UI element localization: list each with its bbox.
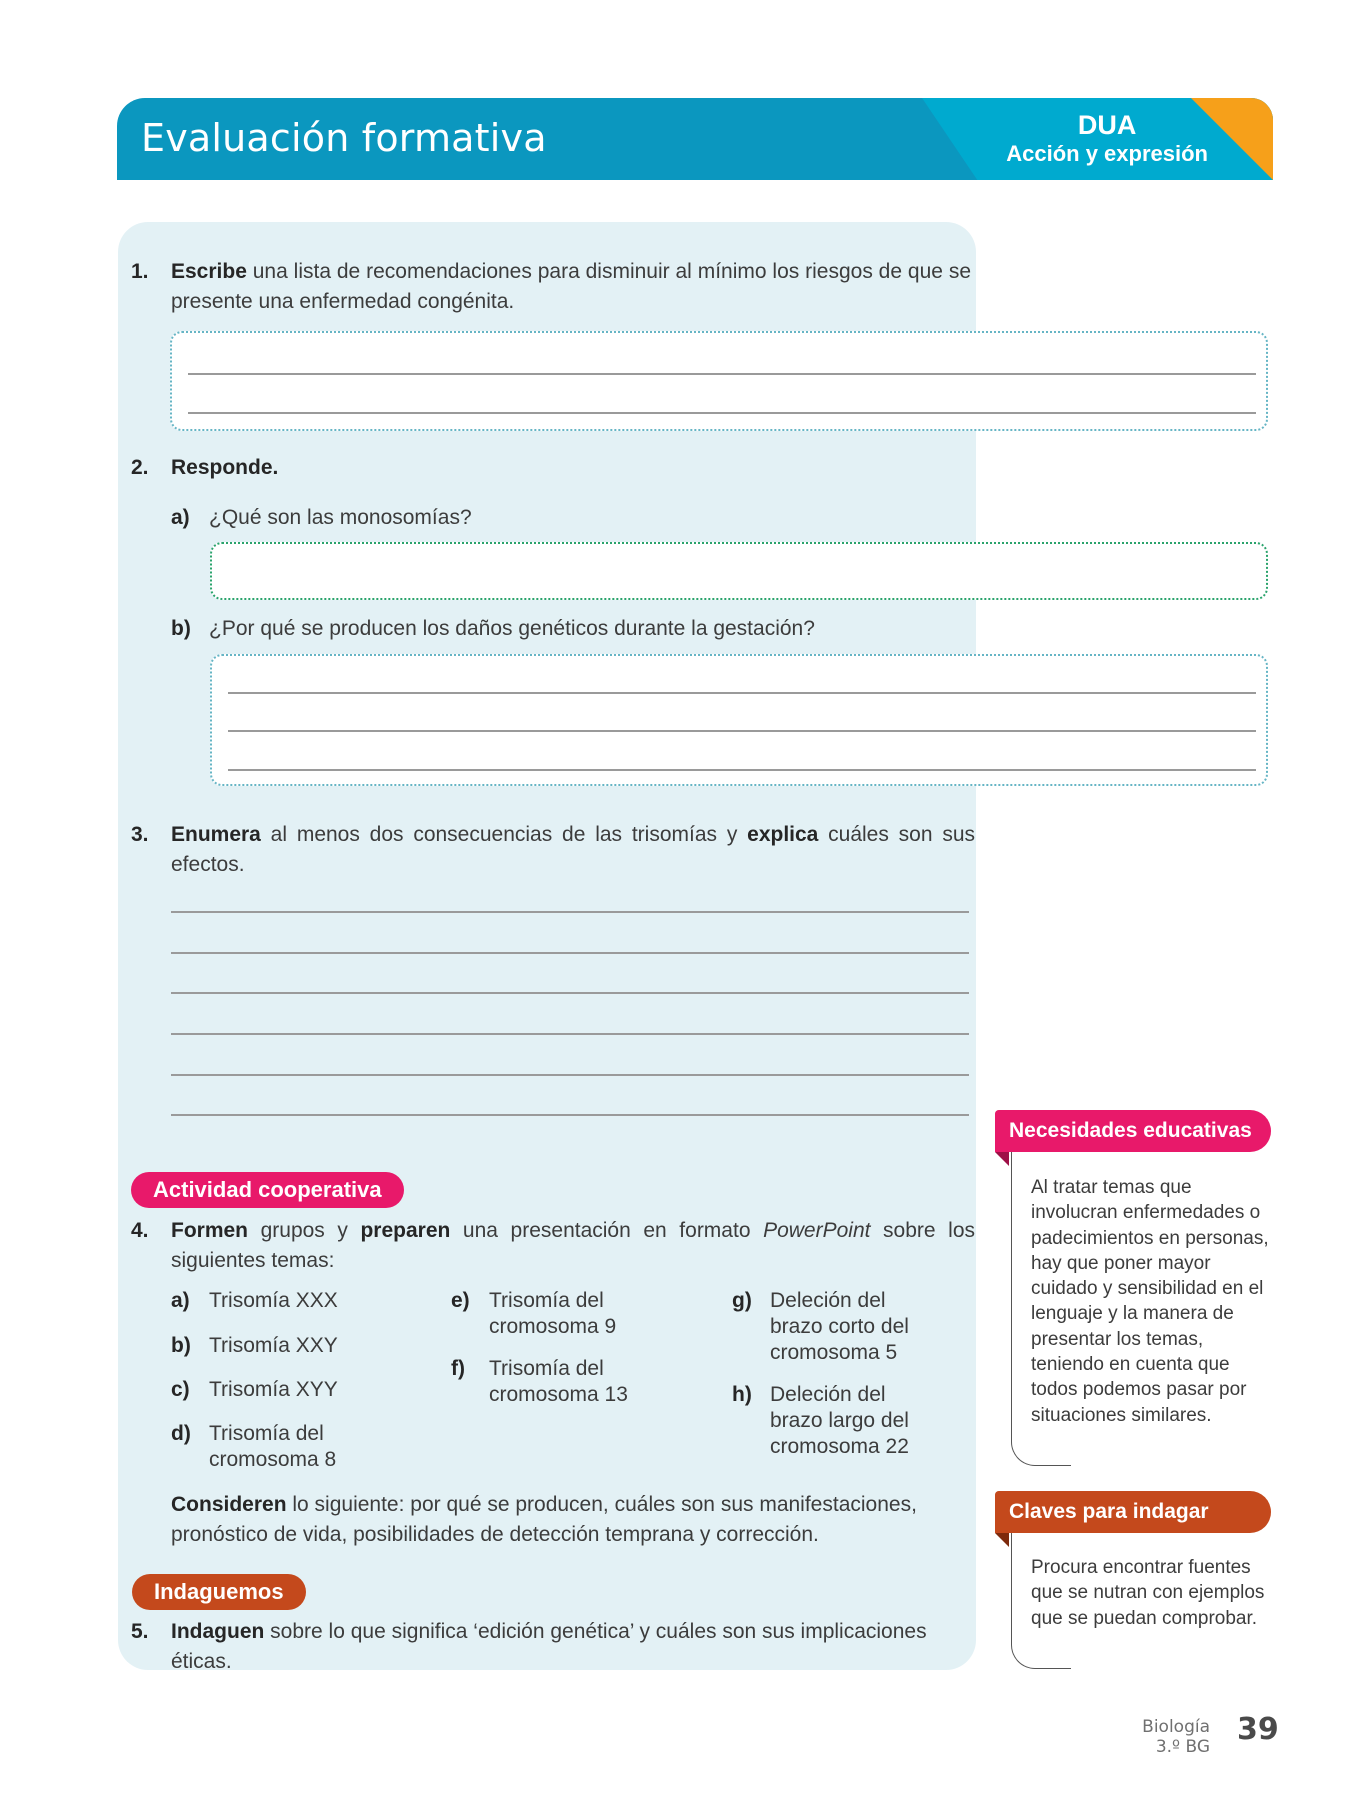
answer-line[interactable] (171, 952, 969, 954)
dua-title: DUA (1077, 110, 1137, 140)
question-number: 4. (131, 1219, 149, 1242)
question-number: 2. (131, 456, 149, 479)
topic-item (171, 1288, 411, 1314)
question-verb: Enumera (171, 823, 261, 846)
item-label: g) (732, 1289, 752, 1312)
question-3 (131, 820, 975, 880)
page-number: 39 (1237, 1712, 1279, 1747)
item-text: ¿Por qué se producen los daños genéticos durante la gestación? (209, 617, 815, 640)
question-2 (131, 453, 971, 483)
question-text: cuáles son sus efectos. (171, 823, 976, 876)
item-label: e) (451, 1289, 470, 1312)
question-text: sobre lo que significa ‘edición genética’ y cuáles son sus implicaciones éticas. (171, 1620, 927, 1673)
item-text: Trisomía XXY (209, 1334, 338, 1357)
item-text: Deleción del brazo corto del cromosoma 5 (770, 1289, 909, 1364)
indaguemos-badge: Indaguemos (132, 1574, 306, 1610)
item-label: d) (171, 1422, 191, 1445)
ribbon-fold (995, 1533, 1009, 1547)
footer-subject (1142, 1717, 1210, 1757)
question-text: una presentación en formato (450, 1219, 764, 1242)
question-text: sobre los siguientes temas: (171, 1219, 976, 1272)
question-2a (171, 505, 971, 531)
question-1 (131, 257, 971, 317)
claves-para-indagar-title: Claves para indagar (995, 1491, 1271, 1533)
page-title: Evaluación formativa (141, 116, 547, 160)
question-text: al menos dos consecuencias de las trisomías y (260, 823, 748, 846)
topic-item (732, 1288, 932, 1366)
question-verb: explica (747, 823, 819, 846)
item-text: Deleción del brazo largo del cromosoma 22 (770, 1383, 909, 1458)
item-text: Trisomía XYY (209, 1378, 338, 1401)
question-text: grupos y (248, 1219, 361, 1242)
question-verb: Indaguen (171, 1620, 265, 1643)
item-label: f) (451, 1357, 465, 1380)
item-text: Trisomía del cromosoma 9 (489, 1289, 617, 1338)
question-4 (131, 1216, 975, 1276)
answer-box-1[interactable] (170, 331, 1268, 431)
answer-line (188, 412, 1256, 414)
section-header (117, 98, 1273, 180)
dua-subtitle: Acción y expresión (1006, 141, 1208, 166)
topic-item (732, 1382, 932, 1460)
claves-para-indagar-text: Procura encontrar fuentes que se nutran con ejemplos que se puedan comprobar. (1031, 1557, 1265, 1629)
answer-line (188, 373, 1256, 375)
ribbon-fold (995, 1152, 1009, 1166)
necesidades-educativas-text: Al tratar temas que involucran enfermedades o padecimientos en personas, hay que poner mayor cuidado y sensibilidad en el lenguaje y la manera de presentar los temas, teniendo en cuenta que todos podemos pasar por situaciones similares. (1031, 1177, 1269, 1426)
software-name: PowerPoint (763, 1219, 871, 1242)
question-text: una lista de recomendaciones para disminuir al mínimo los riesgos de que se presente una enfermedad congénita. (171, 260, 971, 313)
answer-line[interactable] (171, 1033, 969, 1035)
question-verb: Responde. (171, 456, 279, 479)
item-label: a) (171, 506, 190, 529)
answer-line (228, 730, 1256, 732)
answer-line[interactable] (171, 911, 969, 913)
subject-name: Biología (1142, 1717, 1210, 1737)
answer-line[interactable] (171, 1074, 969, 1076)
item-label: b) (171, 1334, 191, 1357)
grade-level: 3.º BG (1155, 1737, 1210, 1757)
question-verb: Formen (171, 1219, 249, 1242)
item-label: a) (171, 1289, 190, 1312)
topic-item (451, 1356, 661, 1408)
topic-item (171, 1377, 411, 1403)
item-text: ¿Qué son las monosomías? (209, 506, 472, 529)
dua-badge (1006, 110, 1208, 168)
item-text: Trisomía del cromosoma 13 (489, 1357, 628, 1406)
question-verb: preparen (360, 1219, 451, 1242)
item-text: Trisomía del cromosoma 8 (209, 1422, 337, 1471)
answer-box-2a[interactable] (210, 542, 1268, 600)
question-number: 1. (131, 260, 149, 283)
item-text: Trisomía XXX (209, 1289, 338, 1312)
consider-paragraph (171, 1490, 975, 1550)
answer-line (228, 769, 1256, 771)
question-number: 3. (131, 823, 149, 846)
answer-line (228, 692, 1256, 694)
consider-verb: Consideren (171, 1493, 287, 1516)
item-label: h) (732, 1383, 752, 1406)
actividad-cooperativa-badge: Actividad cooperativa (131, 1172, 404, 1208)
answer-line[interactable] (171, 992, 969, 994)
item-label: c) (171, 1378, 190, 1401)
question-5 (131, 1617, 975, 1677)
topic-item (171, 1333, 411, 1359)
answer-box-2b[interactable] (210, 654, 1268, 786)
question-2b (171, 616, 971, 642)
topic-item (451, 1288, 651, 1340)
item-label: b) (171, 617, 191, 640)
necesidades-educativas-title: Necesidades educativas (995, 1110, 1271, 1152)
answer-line[interactable] (171, 1114, 969, 1116)
question-verb: Escribe (171, 260, 247, 283)
question-number: 5. (131, 1620, 149, 1643)
consider-text: lo siguiente: por qué se producen, cuáles son sus manifestaciones, pronóstico de vida, posibilidades de detección temprana y corrección. (171, 1493, 917, 1546)
topic-item (171, 1421, 381, 1473)
